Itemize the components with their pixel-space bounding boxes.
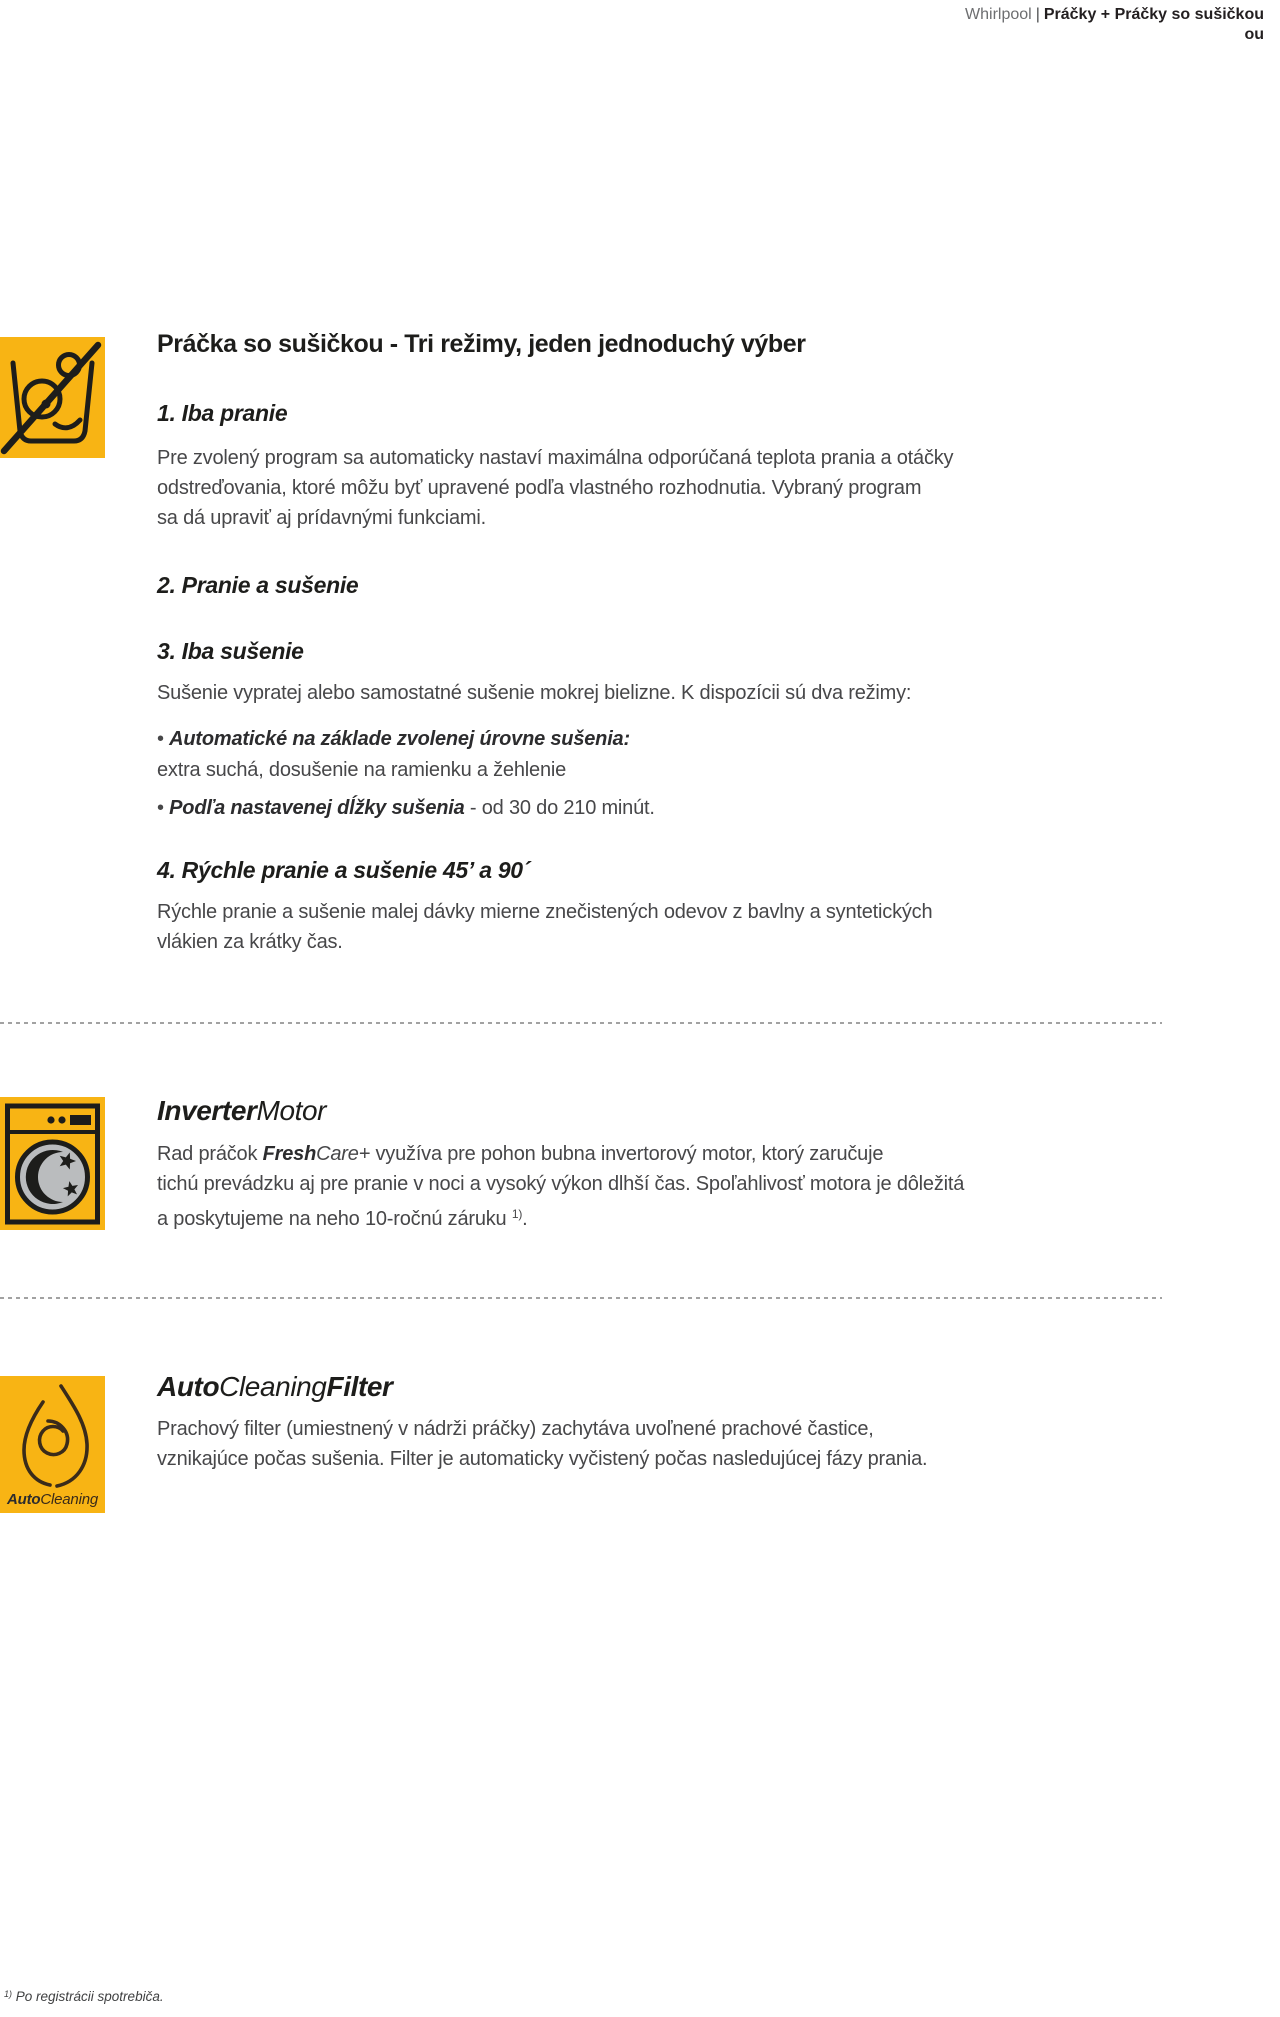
header-divider: |	[1035, 6, 1040, 23]
wash-dry-modes-icon	[0, 337, 105, 458]
heading-bold-run: Inverter	[157, 1095, 257, 1126]
paragraph-line: Rýchle pranie a sušenie malej dávky mierne znečistených odevov z bavlny a syntetických	[157, 901, 933, 923]
text-run: .	[522, 1208, 528, 1230]
section-3-heading: 3. Iba sušenie	[157, 638, 304, 664]
text-run: využíva pre pohon bubna invertorový motor, ktorý zaručuje	[370, 1143, 884, 1165]
bullet-bold-text: Automatické na základe zvolenej úrovne sušenia:	[169, 728, 630, 750]
heading-light-run: Motor	[256, 1095, 327, 1126]
drying-mode-bullet-timed	[157, 793, 655, 823]
paragraph-line	[157, 1199, 964, 1234]
section-4-paragraph	[157, 897, 932, 957]
paragraph-line	[157, 1139, 964, 1169]
bullet-marker: •	[157, 797, 164, 819]
bullet-regular-text: - od 30 do 210 minút.	[464, 797, 655, 819]
heading-light-run: Cleaning	[219, 1371, 327, 1402]
paragraph-line: Prachový filter (umiestnený v nádrži práčky) zachytáva uvoľnené prachové častice,	[157, 1418, 874, 1440]
inverter-motor-paragraph	[157, 1139, 964, 1234]
paragraph-line: vznikajúce počas sušenia. Filter je automaticky vyčistený počas nasledujúcej fázy prania.	[157, 1448, 928, 1470]
drying-mode-bullet-auto	[157, 724, 630, 786]
heading-bold-run: Auto	[157, 1371, 220, 1402]
footnote-text: Po registrácii spotrebiča.	[12, 1989, 164, 2004]
crossed-wash-tub-icon	[0, 337, 105, 458]
paragraph-line: sa dá upraviť aj prídavnými funkciami.	[157, 507, 486, 529]
brand-name: Whirlpool	[965, 6, 1032, 23]
heading-bold-run: Filter	[326, 1371, 393, 1402]
section-4-heading: 4. Rýchle pranie a sušenie 45’ a 90´	[157, 857, 531, 883]
freshcare-italic-run: Care+	[316, 1143, 371, 1165]
dashed-divider	[0, 1022, 1162, 1024]
autocleaning-badge-label	[0, 1491, 105, 1508]
bullet-line	[157, 724, 630, 755]
dashed-divider	[0, 1297, 1162, 1299]
badge-bold-run: Auto	[7, 1491, 41, 1508]
header-category-overflow: ou	[1244, 26, 1264, 43]
night-wash-feature-icon	[0, 1097, 105, 1230]
text-run: Rad práčok	[157, 1143, 263, 1165]
autocleaning-paragraph	[157, 1414, 927, 1474]
section-3-intro: Sušenie vypratej alebo samostatné sušenie mokrej bielizne. K dispozícii sú dva režimy:	[157, 682, 912, 704]
autocleaning-feature-icon	[0, 1376, 105, 1513]
footnote-marker: 1)	[4, 1989, 13, 1999]
section-1-heading: 1. Iba pranie	[157, 400, 288, 426]
header-category: Práčky + Práčky so sušičkou	[1043, 6, 1264, 23]
paragraph-line: tichú prevádzku aj pre pranie v noci a vysoký výkon dlhší čas. Spoľahlivosť motora je dôležitá	[157, 1173, 965, 1195]
paragraph-line: vlákien za krátky čas.	[157, 931, 343, 953]
freshcare-bold-run: Fresh	[262, 1143, 317, 1165]
footnote-reference: 1)	[511, 1207, 523, 1221]
bullet-line: extra suchá, dosušenie na ramienku a žehlenie	[157, 759, 567, 781]
section-1-paragraph	[157, 443, 953, 533]
page-header	[965, 5, 1264, 45]
inverter-motor-heading	[157, 1095, 326, 1127]
bullet-marker: •	[157, 728, 164, 750]
autocleaning-filter-heading	[157, 1371, 393, 1403]
text-run: a poskytujeme na neho 10-ročnú záruku	[157, 1208, 512, 1230]
registration-footnote	[4, 1989, 164, 2004]
section-2-heading: 2. Pranie a sušenie	[157, 572, 359, 598]
header-line	[965, 5, 1264, 25]
paragraph-line: odstreďovania, ktoré môžu byť upravené podľa vlastného rozhodnutia. Vybraný program	[157, 477, 922, 499]
badge-light-run: Cleaning	[40, 1491, 98, 1508]
bullet-bold-text: Podľa nastavenej dĺžky sušenia	[169, 797, 465, 819]
paragraph-line: Pre zvolený program sa automaticky nastaví maximálna odporúčaná teplota prania a otáčky	[157, 447, 954, 469]
page-title: Práčka so sušičkou - Tri režimy, jeden jednoduchý výber	[157, 330, 806, 358]
night-wash-machine-icon	[0, 1097, 105, 1230]
